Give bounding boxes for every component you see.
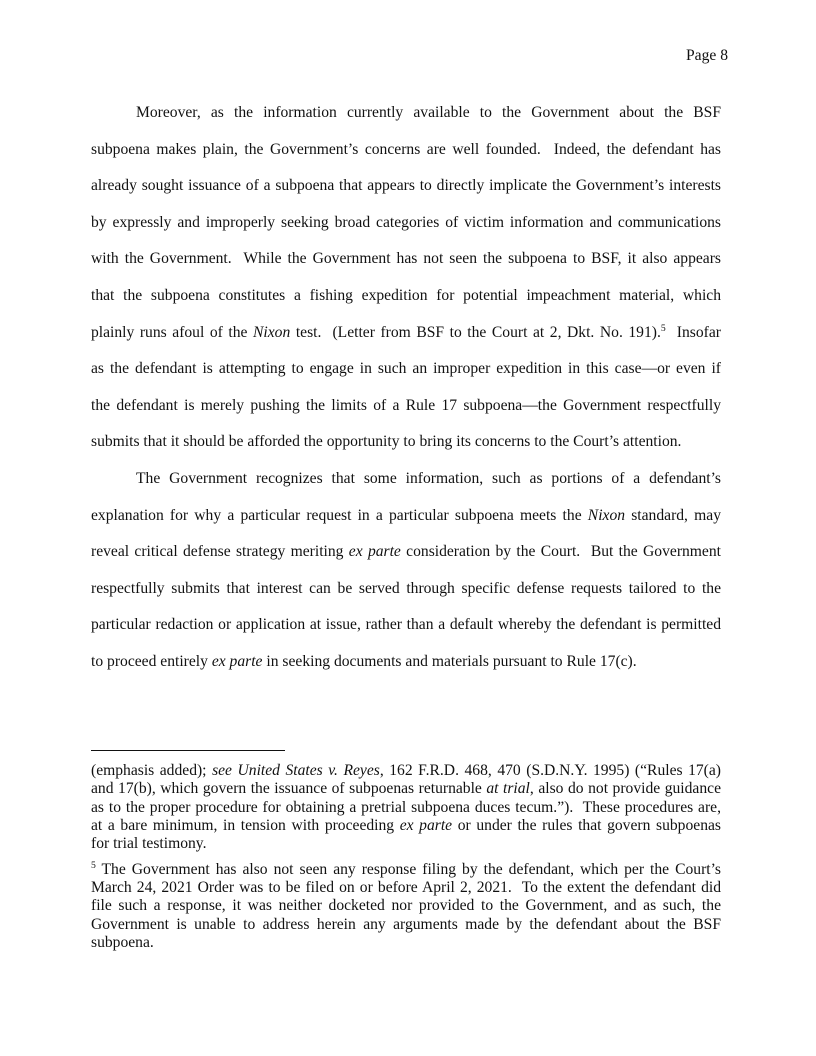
text-line <box>91 934 721 952</box>
text-run: in seeking documents and materials pursuant to Rule 17(c). <box>262 652 637 670</box>
text-line <box>91 278 721 315</box>
italic-text: see United States v. Reyes <box>212 762 380 779</box>
text-run: already sought issuance of a subpoena that appears to directly implicate the Government’s interests <box>91 177 721 195</box>
footnote-section <box>91 762 721 952</box>
text-run: file such a response, it was neither docketed nor provided to the Government, and as such, the <box>91 897 721 915</box>
text-run: to proceed entirely <box>91 652 212 670</box>
text-line <box>91 168 721 205</box>
text-run: (emphasis added); <box>91 762 213 779</box>
footnote-4-continuation <box>91 762 721 854</box>
footnote-reference: 5 <box>660 322 666 334</box>
text-run: test. (Letter from BSF to the Court at 2, Dkt. No. 191). <box>290 323 661 341</box>
text-run: , also do not provide guidance <box>529 780 721 798</box>
italic-text: at trial <box>486 780 530 798</box>
text-line <box>91 644 721 681</box>
text-line <box>91 879 721 897</box>
text-run: particular redaction or application at issue, rather than a default whereby the defendant is permitted <box>91 616 721 634</box>
text-run: consideration by the Court. But the Government <box>400 543 721 561</box>
text-run: at a bare minimum, in tension with proceeding <box>91 817 400 835</box>
document-body <box>91 95 721 681</box>
text-line <box>91 351 721 388</box>
italic-text: ex parte <box>348 543 401 561</box>
text-line <box>91 780 721 798</box>
italic-text: ex parte <box>211 652 263 670</box>
text-run: and 17(b), which govern the issuance of subpoenas returnable <box>91 780 487 798</box>
text-line <box>91 95 721 132</box>
text-run: respectfully submits that interest can be served through specific defense requests tailored to the <box>91 579 721 597</box>
text-run: Moreover, as the information currently available to the Government about the BSF <box>136 104 721 121</box>
italic-text: Nixon <box>587 506 626 524</box>
text-line <box>91 799 721 817</box>
footnote-separator-line <box>91 750 285 751</box>
text-run: explanation for why a particular request in a particular subpoena meets the <box>91 506 588 524</box>
text-line <box>91 424 721 461</box>
text-run: as the defendant is attempting to engage in such an improper expedition in this case—or even if <box>91 360 721 378</box>
italic-text: Nixon <box>253 323 291 341</box>
italic-text: ex parte <box>399 817 453 835</box>
text-line <box>91 461 721 498</box>
text-run: plainly runs afoul of the <box>91 323 254 341</box>
footnote-5 <box>91 861 721 953</box>
text-line <box>91 861 721 879</box>
text-line <box>91 388 721 425</box>
text-run: Government is unable to address herein any arguments made by the defendant about the BSF <box>91 915 721 933</box>
page-number: Page 8 <box>685 47 728 64</box>
text-run: The Government has also not seen any response filing by the defendant, which per the Court’s <box>95 860 721 878</box>
text-run: The Government recognizes that some information, such as portions of a defendant’s <box>136 469 721 487</box>
text-line <box>91 315 721 352</box>
text-line <box>91 916 721 934</box>
text-line <box>91 132 721 169</box>
text-run: the defendant is merely pushing the limits of a Rule 17 subpoena—the Government respectfully <box>91 396 721 414</box>
body-paragraph-1 <box>91 95 721 461</box>
body-paragraph-2 <box>91 461 721 681</box>
text-line <box>91 607 721 644</box>
text-run: Insofar <box>665 323 721 341</box>
text-line <box>91 571 721 608</box>
text-run: subpoena makes plain, the Government’s concerns are well founded. Indeed, the defendant has <box>91 140 721 158</box>
footnote-reference: 5 <box>91 860 96 871</box>
text-run: with the Government. While the Government has not seen the subpoena to BSF, it also appears <box>91 250 721 268</box>
text-run: submits that it should be afforded the opportunity to bring its concerns to the Court’s attention. <box>91 433 682 451</box>
text-run: , 162 F.R.D. 468, 470 (S.D.N.Y. 1995) (“Rules 17(a) <box>379 762 721 779</box>
text-line <box>91 762 721 780</box>
text-run: as to the proper procedure for obtaining a pretrial subpoena duces tecum.”). These procedures are, <box>91 798 721 816</box>
text-run: by expressly and improperly seeking broad categories of victim information and communications <box>91 213 721 231</box>
text-run: that the subpoena constitutes a fishing expedition for potential impeachment material, which <box>91 286 721 304</box>
text-line <box>91 835 721 853</box>
text-line <box>91 897 721 915</box>
text-run: standard, may <box>625 506 721 524</box>
text-run: March 24, 2021 Order was to be filed on or before April 2, 2021. To the extent the defendant did <box>91 879 721 897</box>
text-line <box>91 241 721 278</box>
text-run: or under the rules that govern subpoenas <box>452 817 721 835</box>
text-run: for trial testimony. <box>91 835 207 853</box>
text-line <box>91 498 721 535</box>
text-line <box>91 534 721 571</box>
text-line <box>91 817 721 835</box>
text-run: subpoena. <box>91 934 154 952</box>
text-line <box>91 205 721 242</box>
text-run: reveal critical defense strategy meriting <box>91 543 349 561</box>
